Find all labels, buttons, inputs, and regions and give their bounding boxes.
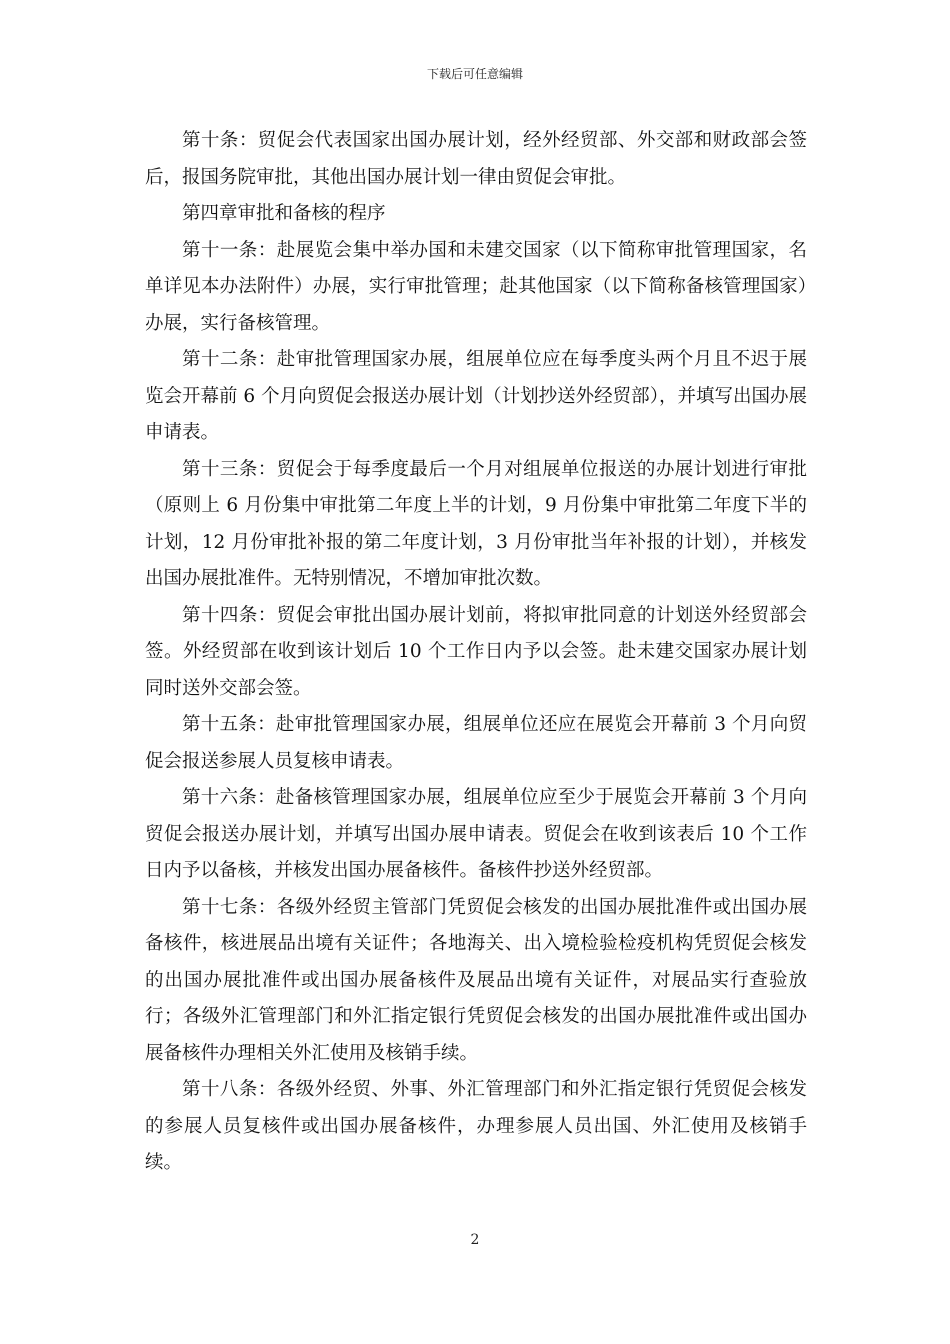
page-number: 2 [470, 1232, 480, 1248]
paragraph-article-11: 第十一条：赴展览会集中举办国和未建交国家（以下简称审批管理国家，名单详见本办法附件）办展，实行审批管理；赴其他国家（以下简称备核管理国家）办展，实行备核管理。 [145, 239, 807, 334]
paragraph-article-16: 第十六条：赴备核管理国家办展，组展单位应至少于展览会开幕前 3 个月向贸促会报送办展计划，并填写出国办展申请表。贸促会在收到该表后 10 个工作日内予以备核，并核发出国办展备核件。备核件抄送外经贸部。 [145, 787, 807, 881]
paragraph-article-14: 第十四条：贸促会审批出国办展计划前，将拟审批同意的计划送外经贸部会签。外经贸部在收到该计划后 10 个工作日内予以会签。赴未建交国家办展计划同时送外交部会签。 [145, 604, 807, 699]
paragraph-article-13: 第十三条：贸促会于每季度最后一个月对组展单位报送的办展计划进行审批（原则上 6 月份集中审批第二年度上半的计划，9 月份集中审批第二年度下半的计划，12 月份审批补报的第二年度计划，3 月份审批当年补报的计划），并核发出国办展批准件。无特别情况，不增加审批次数。 [145, 458, 807, 589]
chapter-4-heading: 第四章审批和备核的程序 [182, 203, 386, 224]
document-body [145, 123, 807, 1182]
paragraph-article-10: 第十条：贸促会代表国家出国办展计划，经外经贸部、外交部和财政部会签后，报国务院审批，其他出国办展计划一律由贸促会审批。 [145, 130, 807, 188]
paragraph-article-18: 第十八条：各级外经贸、外事、外汇管理部门和外汇指定银行凭贸促会核发的参展人员复核件或出国办展备核件，办理参展人员出国、外汇使用及核销手续。 [145, 1079, 807, 1173]
paragraph-article-15: 第十五条：赴审批管理国家办展，组展单位还应在展览会开幕前 3 个月向贸促会报送参展人员复核申请表。 [145, 714, 807, 772]
paragraph-article-17: 第十七条：各级外经贸主管部门凭贸促会核发的出国办展批准件或出国办展备核件，核进展品出境有关证件；各地海关、出入境检验检疫机构凭贸促会核发的出国办展批准件或出国办展备核件及展品出境有关证件，对展品实行查验放行；各级外汇管理部门和外汇指定银行凭贸促会核发的出国办展批准件或出国办展备核件办理相关外汇使用及核销手续。 [145, 896, 807, 1064]
page-header: 下载后可任意编辑 [426, 67, 523, 81]
paragraph-article-12: 第十二条：赴审批管理国家办展，组展单位应在每季度头两个月且不迟于展览会开幕前 6 个月向贸促会报送办展计划（计划抄送外经贸部），并填写出国办展申请表。 [145, 349, 807, 443]
